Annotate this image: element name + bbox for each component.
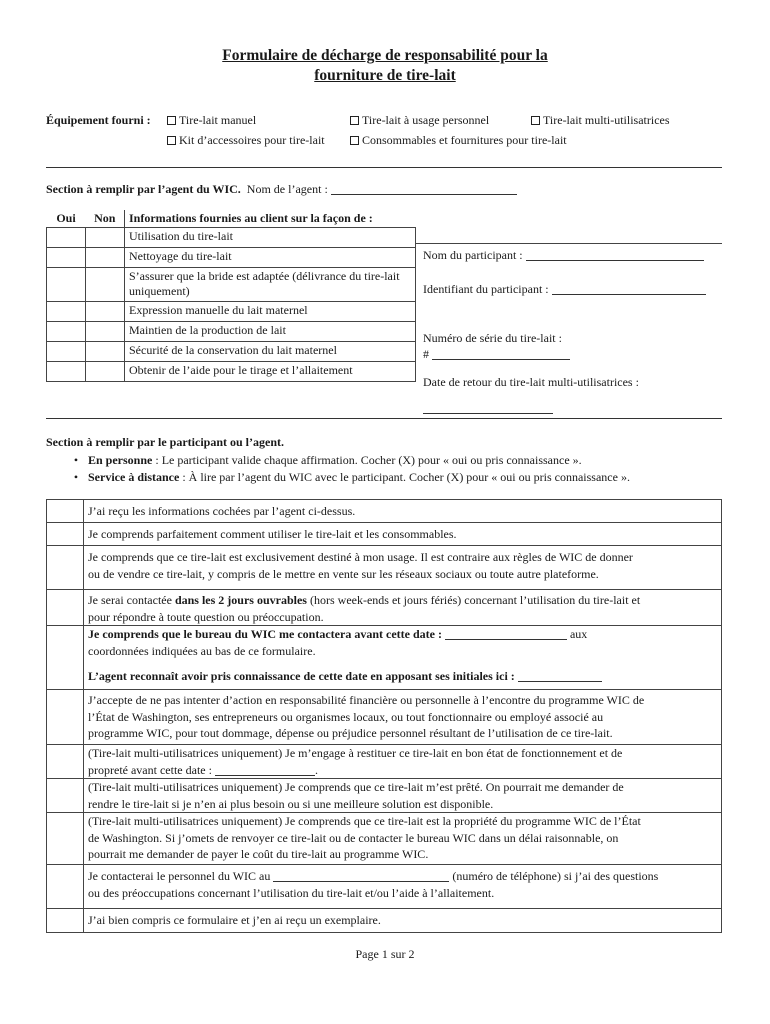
title-line-2: fourniture de tire-lait	[314, 67, 456, 84]
table-row	[47, 813, 722, 865]
table-row	[47, 500, 722, 523]
yes-box[interactable]	[47, 362, 86, 382]
equipment-option-supplies[interactable]	[350, 132, 567, 148]
table-row	[47, 342, 416, 362]
yes-box[interactable]	[47, 322, 86, 342]
check-box[interactable]	[47, 909, 84, 933]
info-item: Nettoyage du tire-lait	[125, 248, 416, 268]
statement-line: de Washington. Si j’omets de renvoyer ce tire-lait ou de contacter le bureau WIC dans un délai raisonnable, on	[88, 830, 619, 845]
no-box[interactable]	[86, 228, 125, 248]
table-row	[47, 268, 416, 302]
no-box[interactable]	[86, 362, 125, 382]
bullet-bold: Service à distance	[88, 470, 180, 484]
check-box[interactable]	[47, 500, 84, 523]
no-box[interactable]	[86, 322, 125, 342]
col-info: Informations fournies au client sur la façon de :	[125, 210, 416, 228]
table-row	[47, 546, 722, 590]
text: (numéro de téléphone) si j’ai des questions	[449, 869, 659, 883]
bullet-text: : À lire par l’agent du WIC avec le participant. Cocher (X) pour « oui ou pris connaissance ».	[179, 470, 630, 484]
table-row	[47, 302, 416, 322]
table-row	[47, 248, 416, 268]
col-no: Non	[94, 211, 116, 225]
participant-id-field[interactable]	[552, 282, 706, 295]
statement-line: Je comprends que ce tire-lait est exclusivement destiné à mon usage. Il est contraire aux règles de WIC de donner	[88, 550, 633, 564]
checkbox[interactable]	[167, 136, 176, 145]
contact-date-field[interactable]	[445, 627, 567, 640]
table-row	[47, 745, 722, 779]
option-label: Tire-lait multi-utilisatrices	[543, 113, 670, 127]
statement	[84, 690, 722, 745]
col-yes: Oui	[56, 211, 76, 225]
info-item: S’assurer que la bride est adaptée (délivrance du tire-lait uniquement)	[125, 268, 416, 302]
yes-box[interactable]	[47, 268, 86, 302]
statement-line: (Tire-lait multi-utilisatrices uniquement) Je comprends que ce tire-lait est la propriété du programme WIC de l’État	[88, 814, 641, 828]
checkbox[interactable]	[350, 116, 359, 125]
participant-name-row	[423, 247, 704, 263]
check-box[interactable]	[47, 690, 84, 745]
agent-section-heading: Section à remplir par l’agent du WIC.	[46, 182, 241, 196]
table-row	[47, 779, 722, 813]
text: aux	[566, 627, 588, 641]
table-row	[47, 523, 722, 546]
serial-row	[423, 346, 570, 362]
bullet-text: : Le participant valide chaque affirmation. Cocher (X) pour « oui ou pris connaissance ».	[152, 453, 582, 467]
info-item: Expression manuelle du lait maternel	[125, 302, 416, 322]
option-label: Consommables et fournitures pour tire-lait	[362, 133, 567, 147]
agent-section-header	[46, 181, 517, 197]
info-item: Sécurité de la conservation du lait maternel	[125, 342, 416, 362]
yes-box[interactable]	[47, 248, 86, 268]
equipment-option-manual[interactable]	[167, 112, 256, 128]
statement-line: rendre le tire-lait si je n’en ai plus besoin ou si une meilleure solution est disponible.	[88, 796, 494, 811]
list-item	[64, 469, 630, 486]
no-box[interactable]	[86, 268, 125, 302]
equipment-option-personal[interactable]	[350, 112, 489, 128]
option-label: Kit d’accessoires pour tire-lait	[179, 133, 325, 147]
statement-line	[88, 592, 717, 609]
no-box[interactable]	[86, 248, 125, 268]
phone-field[interactable]	[273, 869, 449, 882]
participant-info-rule	[416, 243, 722, 244]
info-item: Maintien de la production de lait	[125, 322, 416, 342]
check-box[interactable]	[47, 865, 84, 909]
statement-line: pourrait me demander de payer le coût du tire-lait au programme WIC.	[88, 847, 429, 861]
list-item	[64, 452, 630, 469]
checkbox[interactable]	[531, 116, 540, 125]
initials-field[interactable]	[518, 669, 602, 682]
statement	[84, 779, 722, 813]
table-row	[47, 865, 722, 909]
serial-hash: #	[423, 347, 429, 361]
return-date-field[interactable]	[423, 399, 553, 417]
return-date-blank[interactable]	[423, 401, 553, 414]
serial-label: Numéro de série du tire-lait :	[423, 331, 562, 345]
no-box[interactable]	[86, 342, 125, 362]
statement	[84, 813, 722, 865]
check-box[interactable]	[47, 745, 84, 779]
attestation-table	[46, 499, 722, 933]
statement-line: (Tire-lait multi-utilisatrices uniquement) Je comprends que ce tire-lait m’est prêté. On pourrait me demander de	[88, 780, 624, 794]
agent-name-field[interactable]	[331, 182, 517, 195]
yes-box[interactable]	[47, 342, 86, 362]
statement-line: programme WIC, pour tout dommage, dépense ou préjudice personnel résultant de l’utilisation de ce tire-lait.	[88, 726, 613, 740]
bullet-bold: En personne	[88, 453, 153, 467]
statement: Je comprends parfaitement comment utiliser le tire-lait et les consommables.	[84, 523, 722, 546]
no-box[interactable]	[86, 302, 125, 322]
participant-name-field[interactable]	[526, 248, 704, 261]
check-box[interactable]	[47, 590, 84, 626]
table-row	[47, 590, 722, 626]
return-by-date-field[interactable]	[215, 763, 315, 776]
statement-line	[88, 668, 717, 685]
check-box[interactable]	[47, 779, 84, 813]
statement-line: J’accepte de ne pas intenter d’action en responsabilité financière ou personnelle à l’encontre du programme WIC de	[88, 693, 645, 707]
text: Je serai contactée	[88, 593, 175, 607]
participant-name-label: Nom du participant :	[423, 248, 523, 262]
statement	[84, 590, 722, 626]
divider	[46, 167, 722, 168]
statement	[84, 546, 722, 590]
statement-line: ou de vendre ce tire-lait, y compris de le mettre en vente sur les réseaux sociaux ou toute autre plateforme.	[88, 566, 599, 581]
info-checklist-table	[46, 210, 416, 382]
agent-name-label: Nom de l’agent :	[246, 182, 328, 196]
text-bold: L’agent reconnaît avoir pris connaissance de cette date en apposant ses initiales ici :	[88, 669, 515, 683]
equipment-label: Équipement fourni :	[46, 113, 151, 127]
participant-section-heading: Section à remplir par le participant ou l’agent.	[46, 435, 284, 449]
text: propreté avant cette date :	[88, 762, 212, 777]
yes-box[interactable]	[47, 302, 86, 322]
statement: J’ai reçu les informations cochées par l’agent ci-dessus.	[84, 500, 722, 523]
statement	[84, 626, 722, 690]
statement-line	[88, 868, 717, 885]
info-item: Obtenir de l’aide pour le tirage et l’allaitement	[125, 362, 416, 382]
text: (hors week-ends et jours fériés) concernant l’utilisation du tire-lait et	[306, 593, 641, 607]
yes-box[interactable]	[47, 228, 86, 248]
option-label: Tire-lait manuel	[179, 113, 257, 127]
page-number: Page 1 sur 2	[355, 947, 415, 961]
participant-id-label: Identifiant du participant :	[423, 282, 549, 296]
statement	[84, 865, 722, 909]
statement: J’ai bien compris ce formulaire et j’en ai reçu un exemplaire.	[84, 909, 722, 933]
table-row	[47, 626, 722, 690]
table-row	[47, 362, 416, 382]
equipment-option-multi[interactable]	[531, 112, 670, 128]
statement	[84, 745, 722, 779]
check-box[interactable]	[47, 523, 84, 546]
statement-line: coordonnées indiquées au bas de ce formulaire.	[88, 643, 316, 658]
table-row	[47, 322, 416, 342]
checkbox[interactable]	[167, 116, 176, 125]
text-bold: Je comprends que le bureau du WIC me contactera avant cette date :	[88, 627, 442, 641]
statement-line	[88, 626, 717, 643]
serial-field[interactable]	[432, 347, 570, 360]
participant-id-row	[423, 281, 706, 297]
option-label: Tire-lait à usage personnel	[362, 113, 490, 127]
statement-line: pour répondre à toute question ou préoccupation.	[88, 609, 324, 624]
equipment-option-kit[interactable]	[167, 132, 325, 148]
statement-line: propreté avant cette date : .	[88, 762, 318, 777]
divider	[46, 418, 722, 419]
instruction-list	[64, 452, 630, 486]
statement-line: (Tire-lait multi-utilisatrices uniquement) Je m’engage à restituer ce tire-lait en bon état de fonctionnement et de	[88, 746, 623, 760]
info-item: Utilisation du tire-lait	[125, 228, 416, 248]
title-line-1: Formulaire de décharge de responsabilité pour la	[222, 47, 548, 64]
check-box[interactable]	[47, 813, 84, 865]
text: Je contacterai le personnel du WIC au	[88, 869, 271, 883]
return-date-label: Date de retour du tire-lait multi-utilisatrices :	[423, 375, 639, 389]
checkbox[interactable]	[350, 136, 359, 145]
check-box[interactable]	[47, 546, 84, 590]
table-row	[47, 909, 722, 933]
statement-line: ou des préoccupations concernant l’utilisation du tire-lait et/ou l’aide à l’allaitement.	[88, 885, 495, 900]
statement-line: l’État de Washington, ses entrepreneurs ou organismes locaux, ou tout fonctionnaire ou employé associé au	[88, 709, 604, 724]
check-box[interactable]	[47, 626, 84, 690]
page-title	[0, 46, 770, 86]
text-bold: dans les 2 jours ouvrables	[174, 593, 307, 607]
table-row	[47, 690, 722, 745]
table-row	[47, 228, 416, 248]
